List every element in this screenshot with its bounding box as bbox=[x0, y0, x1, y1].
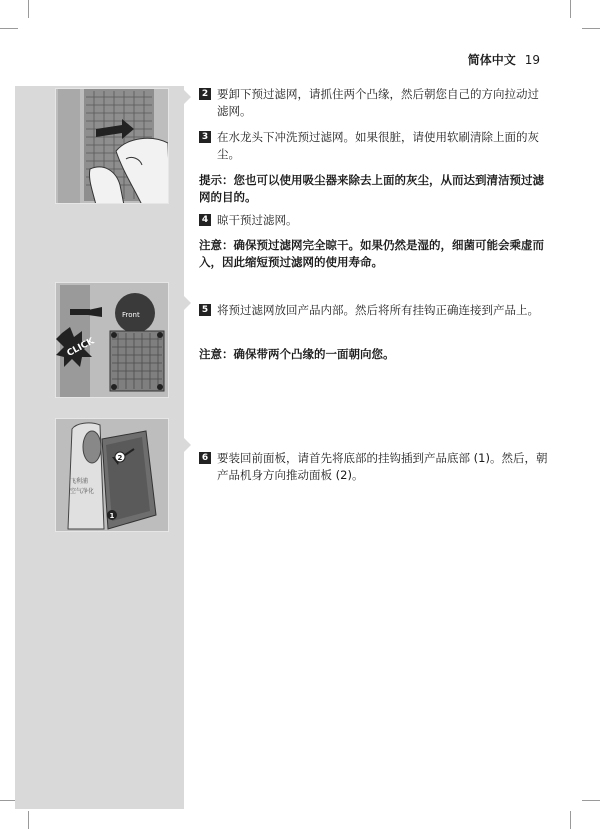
crop-mark bbox=[570, 811, 571, 829]
step-2 bbox=[199, 86, 549, 120]
click-label: CLICK bbox=[65, 336, 97, 359]
callout-1: 1 bbox=[109, 512, 115, 520]
crop-mark bbox=[28, 811, 29, 829]
crop-mark bbox=[582, 28, 600, 29]
step-5 bbox=[199, 302, 549, 319]
step-number: 4 bbox=[199, 214, 211, 226]
step-number: 2 bbox=[199, 88, 211, 100]
device-label-line-1: 飞利浦 bbox=[70, 478, 89, 485]
page-header bbox=[468, 51, 540, 68]
language-label: 简体中文 bbox=[467, 53, 516, 67]
filter-removal-illustration bbox=[55, 88, 169, 204]
caution-orientation-note: 注意：确保带两个凸缘的一面朝向您。 bbox=[199, 347, 395, 361]
sidebar-pointer bbox=[184, 90, 191, 104]
sidebar-pointer bbox=[184, 438, 191, 452]
device-label-line-2: 空气净化 bbox=[70, 488, 95, 495]
crop-mark bbox=[582, 800, 600, 801]
crop-mark bbox=[28, 0, 29, 18]
caution-dry-note: 注意：确保预过滤网完全晾干。如果仍然是湿的，细菌可能会乘虚而入，因此缩短预过滤网的使用寿命。 bbox=[199, 238, 544, 269]
front-panel-illustration bbox=[55, 418, 169, 532]
callout-2: 2 bbox=[117, 454, 123, 462]
filter-insert-illustration bbox=[55, 282, 169, 398]
crop-mark bbox=[0, 28, 18, 29]
step-number: 6 bbox=[199, 452, 211, 464]
page-number: 19 bbox=[524, 53, 540, 67]
step-text: 晾干预过滤网。 bbox=[217, 213, 298, 227]
step-4 bbox=[199, 212, 549, 229]
front-label: Front bbox=[122, 311, 140, 319]
step-number: 5 bbox=[199, 304, 211, 316]
step-text: 要卸下预过滤网，请抓住两个凸缘，然后朝您自己的方向拉动过滤网。 bbox=[217, 87, 539, 118]
step-text: 要装回前面板，请首先将底部的挂钩插到产品底部 (1)。然后，朝产品机身方向推动面板 (2)。 bbox=[217, 451, 548, 482]
step-text: 将预过滤网放回产品内部。然后将所有挂钩正确连接到产品上。 bbox=[217, 303, 539, 317]
step-3 bbox=[199, 129, 549, 163]
step-6 bbox=[199, 450, 549, 484]
crop-mark bbox=[570, 0, 571, 18]
tip-note: 提示：您也可以使用吸尘器来除去上面的灰尘，从而达到清洁预过滤网的目的。 bbox=[199, 173, 544, 204]
step-number: 3 bbox=[199, 131, 211, 143]
step-text: 在水龙头下冲洗预过滤网。如果很脏，请使用软刷清除上面的灰尘。 bbox=[217, 130, 539, 161]
sidebar-pointer bbox=[184, 296, 191, 310]
